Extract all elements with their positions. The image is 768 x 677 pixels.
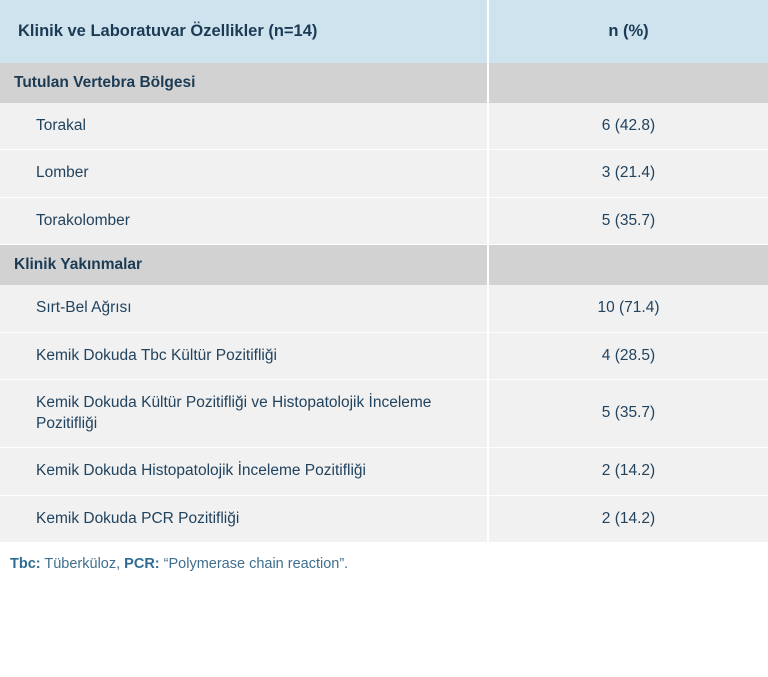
table-body <box>0 63 768 542</box>
row-value: 2 (14.2) <box>488 448 768 495</box>
row-value: 2 (14.2) <box>488 495 768 542</box>
table-header-row <box>0 0 768 63</box>
row-value: 4 (28.5) <box>488 332 768 379</box>
row-label: Sırt-Bel Ağrısı <box>0 285 488 332</box>
row-value: 5 (35.7) <box>488 380 768 448</box>
table-footnote <box>0 542 768 582</box>
table-row <box>0 285 768 332</box>
table-row <box>0 197 768 244</box>
section-title-vertebra: Tutulan Vertebra Bölgesi <box>14 74 196 91</box>
row-label: Kemik Dokuda Kültür Pozitifliği ve Histopatolojik İnceleme Pozitifliği <box>0 380 488 448</box>
table-header <box>0 0 768 63</box>
footnote-abbr-tbc: Tbc: <box>10 556 41 573</box>
section-header-row <box>0 63 768 103</box>
row-label: Kemik Dokuda Tbc Kültür Pozitifliği <box>0 332 488 379</box>
footnote-abbr-pcr: PCR: <box>124 556 160 573</box>
section-title-complaints: Klinik Yakınmalar <box>14 256 143 274</box>
footnote-text-pcr: “Polymerase chain reaction”. <box>159 556 349 573</box>
row-value: 6 (42.8) <box>488 103 768 150</box>
row-label: Lomber <box>0 150 488 197</box>
row-value: 10 (71.4) <box>488 285 768 332</box>
table-row <box>0 332 768 379</box>
row-label: Kemik Dokuda Histopatolojik İnceleme Pozitifliği <box>0 448 488 495</box>
table-row <box>0 495 768 542</box>
row-label: Torakolomber <box>0 197 488 244</box>
column-header-characteristics: Klinik ve Laboratuvar Özellikler (n=14) <box>18 22 318 40</box>
section-title-vertebra-spacer <box>488 63 768 103</box>
row-label: Kemik Dokuda PCR Pozitifliği <box>36 509 240 527</box>
table-row <box>0 103 768 150</box>
row-value: 3 (21.4) <box>488 150 768 197</box>
table-row <box>0 150 768 197</box>
section-header-row <box>0 245 768 286</box>
table-row <box>0 448 768 495</box>
column-header-count-percent: n (%) <box>488 0 768 63</box>
row-label: Torakal <box>0 103 488 150</box>
row-value: 5 (35.7) <box>488 197 768 244</box>
footnote-text-tbc: Tüberküloz, <box>40 556 125 573</box>
section-title-complaints-spacer <box>488 245 768 286</box>
table-row <box>0 380 768 448</box>
